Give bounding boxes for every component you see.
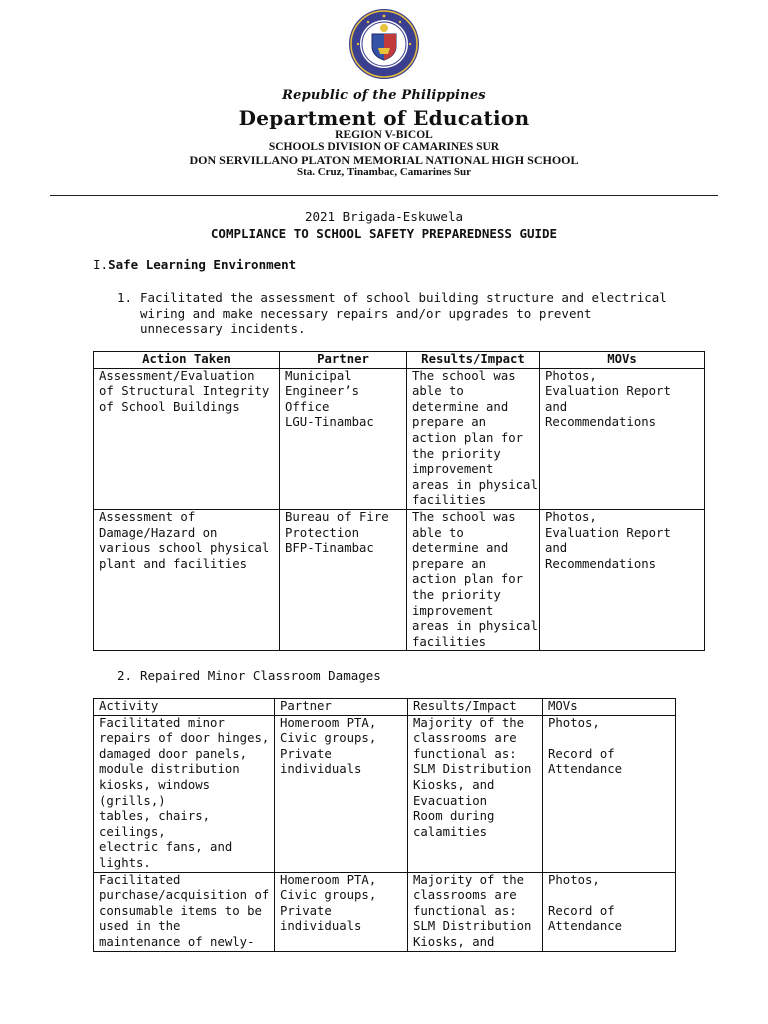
division-line: SCHOOLS DIVISION OF CAMARINES SUR [268,141,500,153]
table-cell: Assessment of Damage/Hazard on various school physical plant and facilities [94,509,280,650]
table-row [94,715,676,872]
section-title: Safe Learning Environment [108,257,297,272]
list-item-number: 1. [117,290,133,305]
year-line: 2021 Brigada-Eskuwela [304,209,464,224]
table-cell: Photos, Evaluation Report and Recommendations [540,509,705,650]
table-cell: Facilitated minor repairs of door hinges, damaged door panels, module distribution kiosks, windows (grills,) tables, chairs, ceilings, electric fans, and lights. [94,715,275,872]
department-title: Department of Education [238,106,530,130]
column-header: Activity [94,699,275,716]
list-item-text: Facilitated the assessment of school building structure and electrical wiring and make necessary repairs and/or upgrades to prevent unnecessary incidents. [140,290,667,336]
table-cell: Homeroom PTA, Civic groups, Private individuals [275,715,408,872]
safety-actions-table [93,351,705,651]
table-cell: Majority of the classrooms are functional as: SLM Distribution Kiosks, and [408,872,543,951]
table-cell: Facilitated purchase/acquisition of consumable items to be used in the maintenance of newly- [94,872,275,951]
table-cell: Photos, Evaluation Report and Recommendations [540,368,705,509]
table-cell: Photos, Record of Attendance [543,715,676,872]
column-header: Results/Impact [407,352,540,369]
table-row [94,509,705,650]
table-cell: Photos, Record of Attendance [543,872,676,951]
column-header: Results/Impact [408,699,543,716]
school-address: Sta. Cruz, Tinambac, Camarines Sur [296,166,472,178]
table-cell: The school was able to determine and prepare an action plan for the priority improvement areas in physical facilities [407,509,540,650]
table-cell: Homeroom PTA, Civic groups, Private individuals [275,872,408,951]
table-row [94,368,705,509]
table-cell: Assessment/Evaluation of Structural Integrity of School Buildings [94,368,280,509]
document-title: COMPLIANCE TO SCHOOL SAFETY PREPAREDNESS GUIDE [210,226,558,241]
table-header-row [94,699,676,716]
column-header: MOVs [540,352,705,369]
table-cell: The school was able to determine and prepare an action plan for the priority improvement areas in physical facilities [407,368,540,509]
column-header: Partner [280,352,407,369]
header-divider [50,195,718,196]
section-prefix: I. [93,257,109,272]
school-name: DON SERVILLANO PLATON MEMORIAL NATIONAL HIGH SCHOOL [189,153,579,167]
table-cell: Municipal Engineer’s Office LGU-Tinambac [280,368,407,509]
table-cell: Majority of the classrooms are functional as: SLM Distribution Kiosks, and Evacuation Room during calamities [408,715,543,872]
table-header-row [94,352,705,369]
column-header: MOVs [543,699,676,716]
table-cell: Bureau of Fire Protection BFP-Tinambac [280,509,407,650]
region-line: REGION V-BICOL [335,129,433,141]
list-item-number: 2. [117,668,133,683]
column-header: Action Taken [94,352,280,369]
section-heading [93,257,296,272]
table-row [94,872,676,951]
classroom-repairs-table [93,698,676,952]
column-header: Partner [275,699,408,716]
list-item-text: Repaired Minor Classroom Damages [140,668,381,683]
republic-line: Republic of the Philippines [282,88,486,103]
deped-seal-logo [348,8,420,80]
